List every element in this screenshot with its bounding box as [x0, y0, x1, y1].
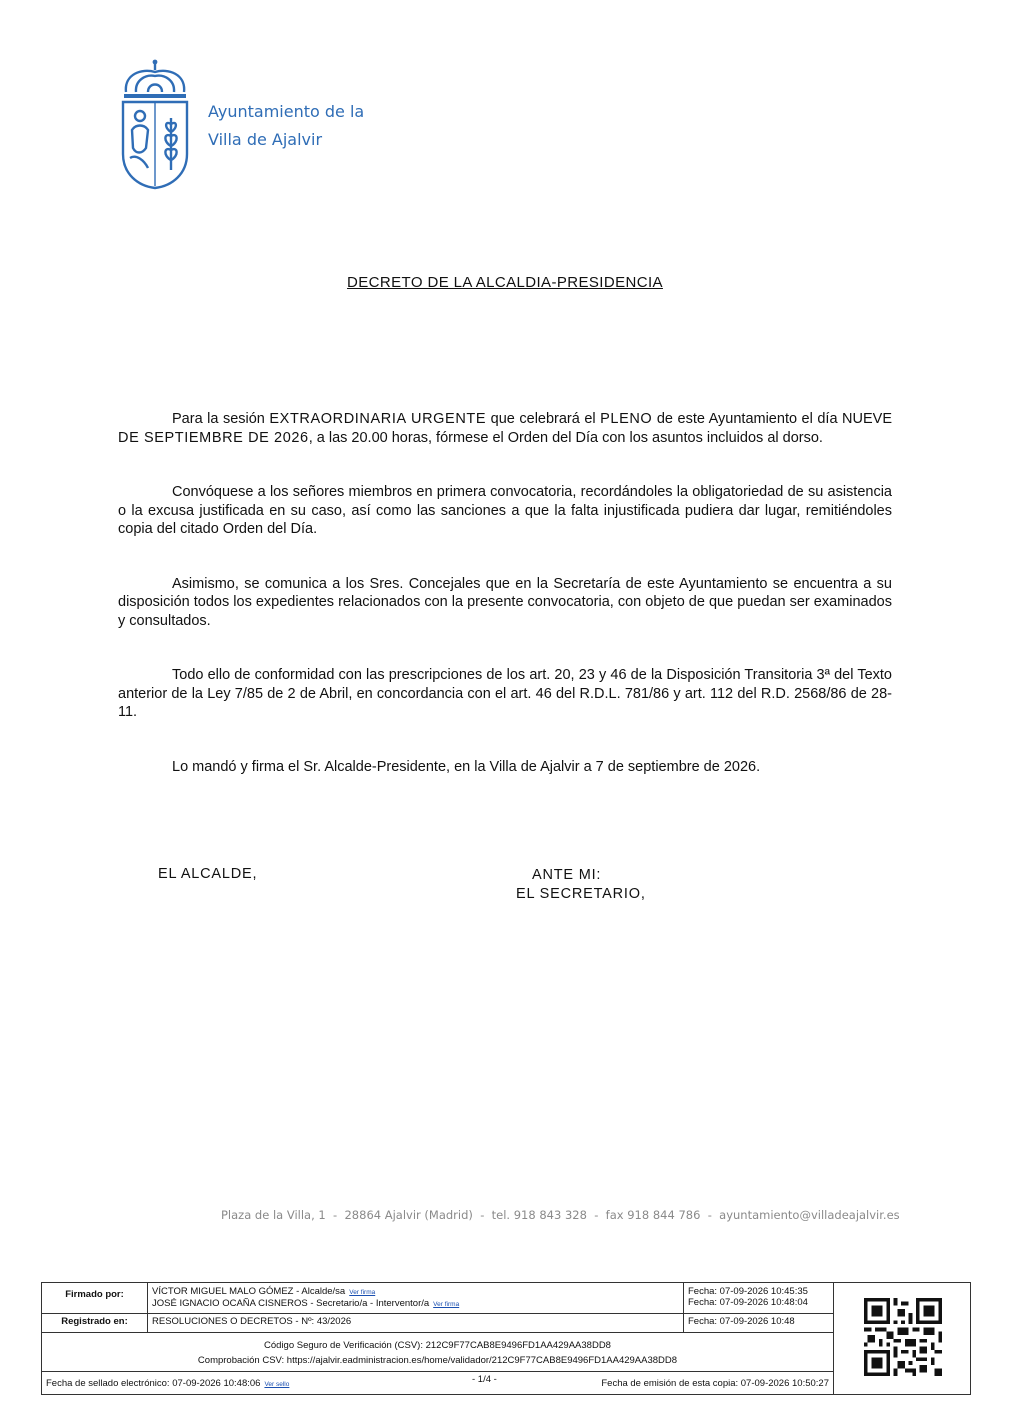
- paragraph-convocation: Convóquese a los señores miembros en primera convocatoria, recordándoles la obligatoriedad de su asistencia o la excusa justificada en su caso, así como las sanciones a que la falta injustificada pudiera dar lugar, remitiéndoles copia del citado Orden del Día.: [118, 484, 892, 537]
- p1-session-type: EXTRAORDINARIA URGENTE: [269, 411, 487, 427]
- address-line: Plaza de la Villa, 1 - 28864 Ajalvir (Madrid) - tel. 918 843 328 - fax 918 844 786 - ayuntamiento@villadeajalvir.es: [221, 1208, 900, 1222]
- seal-row: [42, 1371, 833, 1394]
- signature-date-2: Fecha: 07-09-2026 10:48:04: [688, 1297, 808, 1308]
- p1-text-2: que celebrará el: [486, 411, 601, 427]
- registry-date: Fecha: 07-09-2026 10:48: [683, 1313, 833, 1332]
- signature-ante-mi: ANTE MI:: [532, 867, 602, 883]
- p1-date: DE SEPTIEMBRE DE 2026: [118, 429, 309, 446]
- registry-entry: RESOLUCIONES O DECRETOS - Nº: 43/2026: [147, 1313, 683, 1332]
- csv-check-url[interactable]: Comprobación CSV: https://ajalvir.eadministracion.es/home/validador/212C9F77CAB8E9496FD1AA429AA38DD8: [197, 1355, 678, 1366]
- paragraph-signature-statement: Lo mandó y firma el Sr. Alcalde-Presidente, en la Villa de Ajalvir a 7 de septiembre de 2026.: [172, 758, 761, 775]
- signature-secretary: [516, 866, 646, 904]
- paragraph-session: [118, 410, 892, 447]
- verify-seal-link[interactable]: Ver sello: [264, 1381, 290, 1388]
- signer-2: JOSÉ IGNACIO OCAÑA CISNEROS - Secretario/a - Interventor/a: [152, 1298, 430, 1309]
- organization-name-line1: Ayuntamiento de la: [208, 102, 365, 121]
- issue-date: Fecha de emisión de esta copia: 07-09-2026 10:50:27: [601, 1378, 829, 1389]
- organization-name: [208, 98, 364, 154]
- signed-by-label: Firmado por:: [65, 1289, 124, 1300]
- signature-secretary-label: EL SECRETARIO,: [516, 886, 646, 902]
- signers: [147, 1283, 683, 1313]
- signature-mayor: EL ALCALDE,: [158, 866, 258, 882]
- signature-date-1: Fecha: 07-09-2026 10:45:35: [688, 1286, 808, 1297]
- electronic-signature-box: [41, 1282, 971, 1395]
- paragraph-files: Asimismo, se comunica a los Sres. Concejales que en la Secretaría de este Ayuntamiento se encuentra a su disposición todos los expedientes relacionados con la presente convocatoria, con objeto de que puedan ser examinados y consultados.: [118, 575, 892, 629]
- registered-label: Registrado en:: [61, 1316, 128, 1327]
- csv-code: Código Seguro de Verificación (CSV): 212C9F77CAB8E9496FD1AA429AA38DD8: [264, 1340, 611, 1351]
- coat-of-arms-icon: [118, 58, 192, 190]
- p1-body-name: PLENO: [600, 411, 653, 427]
- p1-text-1: Para la sesión: [172, 411, 270, 427]
- registry-row: [42, 1313, 833, 1333]
- p1-text-4: , a las 20.00 horas, fórmese el Orden del Día con los asuntos incluidos al dorso.: [308, 429, 823, 446]
- signed-by-row: [42, 1283, 833, 1314]
- verify-signature-link-2[interactable]: Ver firma: [433, 1301, 460, 1308]
- document-title: DECRETO DE LA ALCALDIA-PRESIDENCIA: [347, 274, 663, 291]
- seal-date: Fecha de sellado electrónico: 07-09-2026 10:48:06: [46, 1378, 261, 1389]
- qr-code-icon[interactable]: [864, 1298, 942, 1376]
- csv-block: [42, 1338, 833, 1368]
- p1-text-3: de este Ayuntamiento el día NUEVE: [652, 411, 892, 427]
- organization-name-line2: Villa de Ajalvir: [208, 130, 323, 149]
- signer-1: VÍCTOR MIGUEL MALO GÓMEZ - Alcalde/sa: [152, 1286, 346, 1297]
- verify-signature-link-1[interactable]: Ver firma: [349, 1289, 376, 1296]
- paragraph-legal-basis: Todo ello de conformidad con las prescripciones de los art. 20, 23 y 46 de la Disposición Transitoria 3ª del Texto anterior de la Ley 7/85 de 2 de Abril, en concordancia con el art. 46 del R.D.L. 781/86 y art. 112 del R.D. 2568/86 de 28-11.: [118, 667, 892, 720]
- signature-dates: [683, 1283, 833, 1313]
- page-number: - 1/4 -: [472, 1374, 497, 1385]
- document-body: [118, 410, 892, 812]
